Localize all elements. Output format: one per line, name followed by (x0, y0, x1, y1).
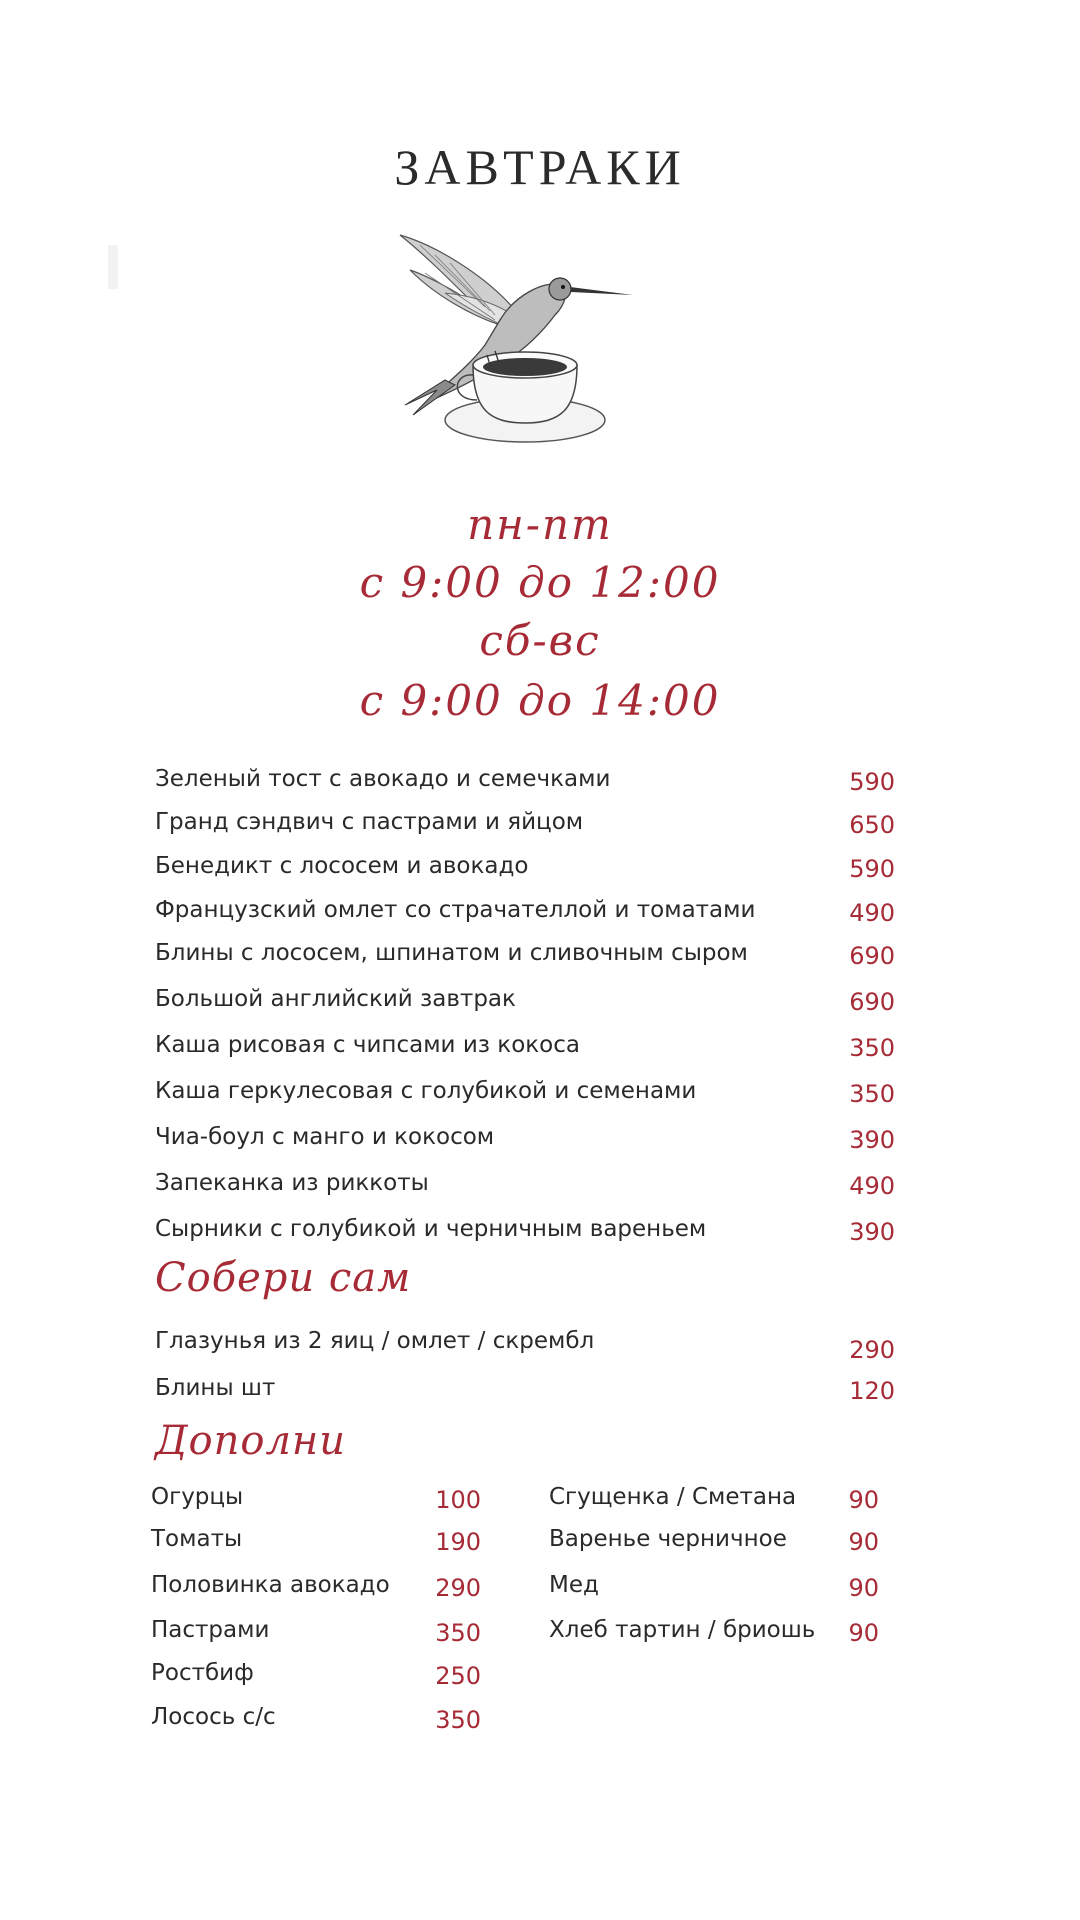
extra-item-name: Сгущенка / Сметана (549, 1484, 797, 1510)
menu-item-name: Запеканка из риккоты (155, 1170, 429, 1196)
menu-item-name: Французский омлет со страчателлой и томатами (155, 897, 756, 923)
extra-item (151, 1484, 481, 1520)
extra-item-name: Мед (549, 1572, 599, 1598)
extra-item (151, 1660, 481, 1696)
extra-item-price: 190 (435, 1528, 481, 1556)
build-item (155, 1328, 895, 1364)
extra-item-price: 350 (435, 1619, 481, 1647)
extra-item (549, 1484, 879, 1520)
extra-item-name: Ростбиф (151, 1660, 254, 1686)
extra-item-name: Огурцы (151, 1484, 244, 1510)
extra-item (151, 1526, 481, 1562)
menu-item-name: Зеленый тост с авокадо и семечками (155, 766, 611, 792)
menu-item-name: Каша геркулесовая с голубикой и семенами (155, 1078, 697, 1104)
menu-item-name: Блины с лососем, шпинатом и сливочным сыром (155, 940, 748, 966)
extra-item (151, 1572, 481, 1608)
decorative-mark (108, 245, 118, 289)
menu-item-price: 590 (849, 855, 895, 883)
extra-item-price: 90 (848, 1486, 879, 1514)
page-title: ЗАВТРАКИ (394, 139, 686, 195)
hours-weekdays-label: пн-пт (467, 500, 613, 549)
extra-item-name: Томаты (151, 1526, 243, 1552)
build-item-name: Блины шт (155, 1375, 276, 1401)
menu-item (155, 766, 895, 802)
extra-item-price: 250 (435, 1662, 481, 1690)
extra-item-name: Варенье черничное (549, 1526, 787, 1552)
menu-item (155, 897, 895, 933)
build-item-price: 120 (849, 1377, 895, 1405)
extra-item-price: 90 (848, 1574, 879, 1602)
menu-item (155, 986, 895, 1022)
extra-item (151, 1704, 481, 1740)
menu-item (155, 940, 895, 976)
extra-item-name: Хлеб тартин / бриошь (549, 1617, 816, 1643)
extra-item-price: 350 (435, 1706, 481, 1734)
menu-item-price: 590 (849, 768, 895, 796)
menu-item-price: 350 (849, 1034, 895, 1062)
extra-item (151, 1617, 481, 1653)
extra-item-price: 290 (435, 1574, 481, 1602)
build-item (155, 1375, 895, 1411)
extra-item-name: Лосось с/с (151, 1704, 276, 1730)
menu-item-name: Большой английский завтрак (155, 986, 516, 1012)
extra-item-price: 90 (848, 1619, 879, 1647)
extra-item-price: 100 (435, 1486, 481, 1514)
menu-item-price: 690 (849, 942, 895, 970)
hours-weekend-label: сб-вс (479, 616, 601, 665)
menu-item-name: Гранд сэндвич с пастрами и яйцом (155, 809, 584, 835)
menu-item (155, 1216, 895, 1252)
extra-item-price: 90 (848, 1528, 879, 1556)
extra-item-name: Половинка авокадо (151, 1572, 390, 1598)
menu-item-name: Чиа-боул с манго и кокосом (155, 1124, 495, 1150)
menu-item (155, 1078, 895, 1114)
menu-item-price: 650 (849, 811, 895, 839)
section-heading-build: Собери сам (155, 1255, 412, 1301)
extra-item (549, 1572, 879, 1608)
menu-item (155, 1032, 895, 1068)
extra-item (549, 1617, 879, 1653)
menu-item (155, 1124, 895, 1160)
menu-item (155, 853, 895, 889)
menu-item-price: 390 (849, 1126, 895, 1154)
menu-item (155, 809, 895, 845)
menu-item-price: 350 (849, 1080, 895, 1108)
menu-item-price: 390 (849, 1218, 895, 1246)
menu-item-name: Сырники с голубикой и черничным вареньем (155, 1216, 707, 1242)
hummingbird-coffee-illustration (395, 215, 655, 465)
extra-item-name: Пастрами (151, 1617, 270, 1643)
extra-item (549, 1526, 879, 1562)
build-item-name: Глазунья из 2 яиц / омлет / скрембл (155, 1328, 595, 1354)
hours-weekdays-time: с 9:00 до 12:00 (359, 558, 721, 607)
menu-item-price: 490 (849, 899, 895, 927)
menu-item-price: 690 (849, 988, 895, 1016)
hours-weekend-time: с 9:00 до 14:00 (359, 676, 721, 725)
menu-item-name: Бенедикт с лососем и авокадо (155, 853, 529, 879)
menu-item-price: 490 (849, 1172, 895, 1200)
menu-item (155, 1170, 895, 1206)
section-heading-extras: Дополни (155, 1418, 347, 1464)
menu-item-name: Каша рисовая с чипсами из кокоса (155, 1032, 580, 1058)
build-item-price: 290 (849, 1336, 895, 1364)
